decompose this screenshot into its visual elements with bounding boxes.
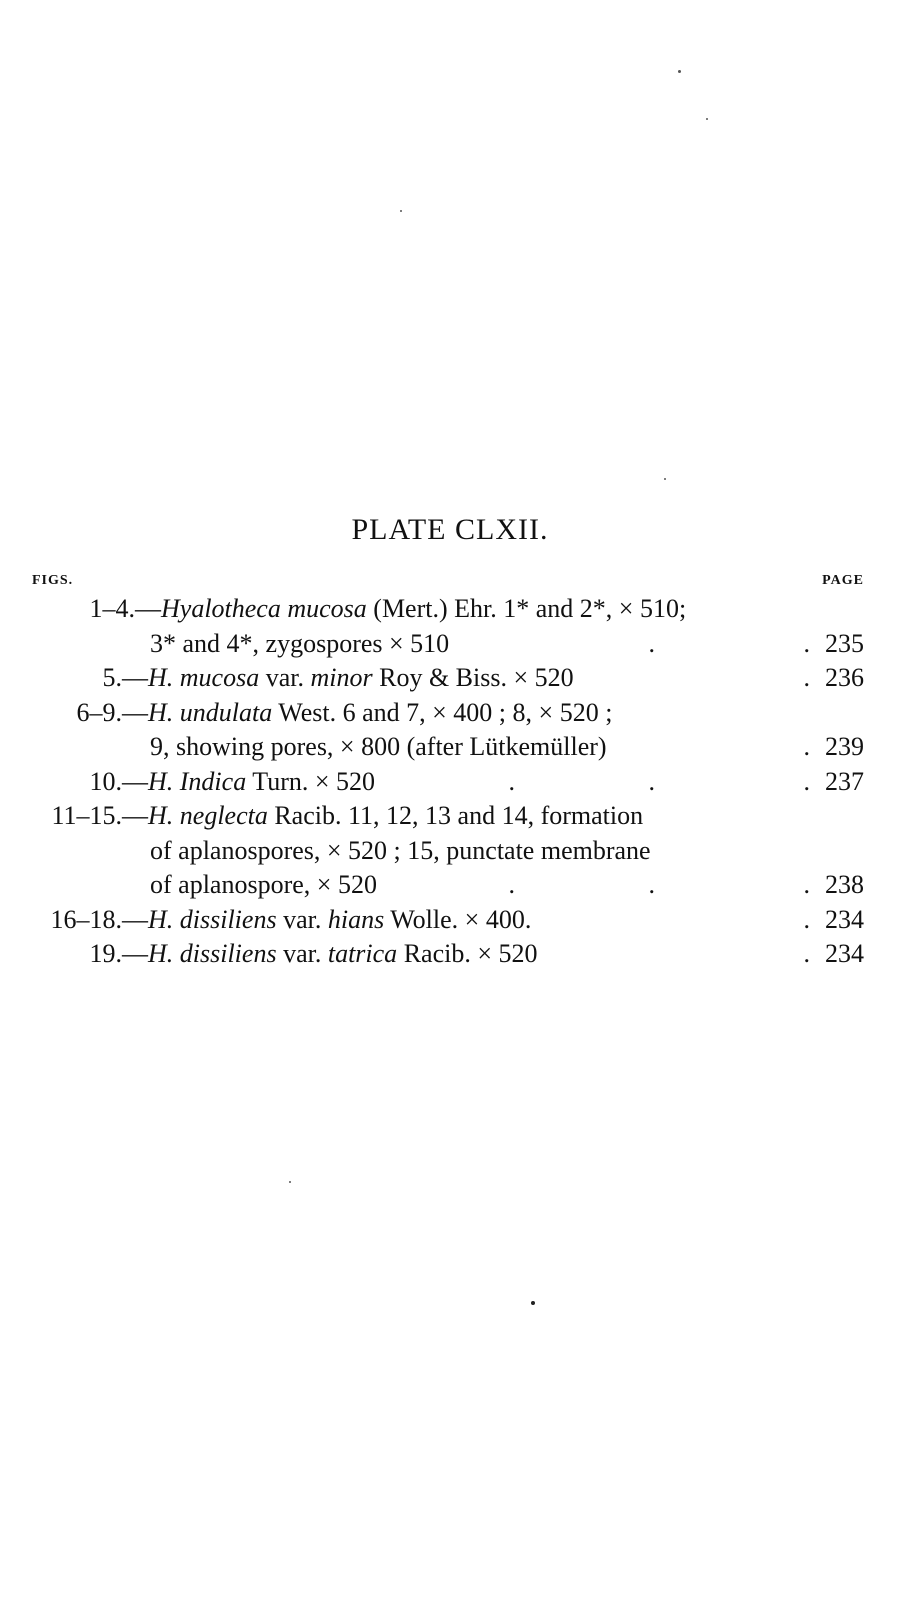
list-item bbox=[0, 799, 900, 834]
paper-speck bbox=[400, 210, 402, 212]
leader-dot: . bbox=[803, 870, 810, 899]
leader-dot: . bbox=[803, 939, 810, 968]
entry-description-continued: 3* and 4*, zygospores × 510 bbox=[150, 628, 450, 658]
entry-description: Turn. × 520 bbox=[246, 766, 376, 796]
leader-dot: . bbox=[508, 870, 515, 899]
paper-speck bbox=[531, 1301, 535, 1305]
plate-title: PLATE CLXII. bbox=[351, 513, 549, 546]
figs-column-header: FIGS. bbox=[32, 573, 74, 588]
list-item-continuation bbox=[0, 730, 900, 765]
species-name: H. dissiliens bbox=[148, 939, 277, 968]
entry-description-continued: of aplanospore, × 520 bbox=[150, 870, 377, 899]
paper-speck bbox=[664, 478, 666, 480]
entry-description: West. 6 and 7, × 400 ; 8, × 520 ; bbox=[272, 697, 613, 727]
fig-number: 6–9. bbox=[76, 697, 122, 727]
list-item bbox=[0, 765, 900, 800]
entry-description: Racib. 11, 12, 13 and 14, formation bbox=[267, 801, 644, 830]
list-item-continuation bbox=[0, 868, 900, 903]
fig-number: 16–18. bbox=[50, 904, 122, 934]
page-number: 235 bbox=[825, 628, 864, 658]
species-name: H. dissiliens bbox=[148, 904, 277, 934]
leader-dot: . bbox=[803, 628, 810, 658]
page-column-header: PAGE bbox=[822, 573, 864, 588]
species-name: H. mucosa bbox=[148, 663, 260, 692]
species-name: H. neglecta bbox=[148, 801, 268, 830]
entry-text: —H. mucosa var. minor Roy & Biss. × 520 bbox=[122, 663, 574, 692]
variety-name: hians bbox=[327, 904, 385, 934]
page-number: 234 bbox=[825, 939, 864, 968]
paper-speck bbox=[706, 118, 708, 120]
fig-number: 11–15. bbox=[51, 801, 122, 830]
variety-name: minor bbox=[310, 663, 373, 692]
entry-text: —H. dissiliens var. tatrica Racib. × 520 bbox=[122, 939, 538, 968]
var-label: var. bbox=[276, 904, 328, 934]
species-name: H. Indica bbox=[148, 766, 247, 796]
list-item-continuation bbox=[0, 627, 900, 662]
entry-description: Wolle. × 400. bbox=[384, 904, 532, 934]
variety-name: tatrica bbox=[327, 939, 398, 968]
list-item bbox=[0, 661, 900, 696]
list-item bbox=[0, 903, 900, 938]
fig-number: 1–4. bbox=[89, 594, 135, 623]
page-number: 237 bbox=[825, 766, 864, 796]
entry-description: Racib. × 520 bbox=[397, 939, 538, 968]
list-item-continuation bbox=[0, 834, 900, 869]
page-number: 238 bbox=[825, 870, 864, 899]
species-name: Hyalotheca mucosa bbox=[161, 594, 367, 623]
list-item bbox=[0, 592, 900, 627]
entry-text: —H. Indica Turn. × 520 bbox=[122, 766, 376, 796]
leader-dot: . bbox=[648, 870, 655, 899]
list-item bbox=[0, 937, 900, 972]
leader-dot: . bbox=[803, 904, 810, 934]
fig-number: 10. bbox=[89, 766, 122, 796]
var-label: var. bbox=[259, 663, 311, 692]
var-label: var. bbox=[276, 939, 328, 968]
entry-description-continued: of aplanospores, × 520 ; 15, punctate membrane bbox=[150, 835, 651, 865]
figure-list bbox=[0, 592, 900, 972]
paper-speck bbox=[289, 1181, 291, 1183]
entry-text: —H. neglecta Racib. 11, 12, 13 and 14, formation bbox=[122, 801, 644, 830]
entry-description: Roy & Biss. × 520 bbox=[372, 663, 574, 692]
entry-text: —H. undulata West. 6 and 7, × 400 ; 8, × 520 ; bbox=[122, 697, 613, 727]
entry-description: (Mert.) Ehr. 1* and 2*, × 510; bbox=[366, 594, 687, 623]
page-number: 236 bbox=[825, 663, 864, 692]
entry-description-continued: 9, showing pores, × 800 (after Lütkemüller) bbox=[150, 732, 607, 761]
list-item bbox=[0, 696, 900, 731]
entry-text: —Hyalotheca mucosa (Mert.) Ehr. 1* and 2*, × 510; bbox=[135, 594, 687, 623]
leader-dot: . bbox=[803, 663, 810, 692]
leader-dot: . bbox=[648, 766, 655, 796]
leader-dot: . bbox=[508, 766, 515, 796]
leader-dot: . bbox=[803, 732, 810, 761]
fig-number: 19. bbox=[89, 939, 122, 968]
paper-speck bbox=[678, 70, 681, 73]
fig-number: 5. bbox=[102, 663, 122, 692]
page-number: 234 bbox=[825, 904, 864, 934]
entry-text: —H. dissiliens var. hians Wolle. × 400. bbox=[122, 904, 532, 934]
species-name: H. undulata bbox=[148, 697, 273, 727]
page-number: 239 bbox=[825, 732, 864, 761]
leader-dot: . bbox=[648, 628, 655, 658]
leader-dot: . bbox=[803, 766, 810, 796]
